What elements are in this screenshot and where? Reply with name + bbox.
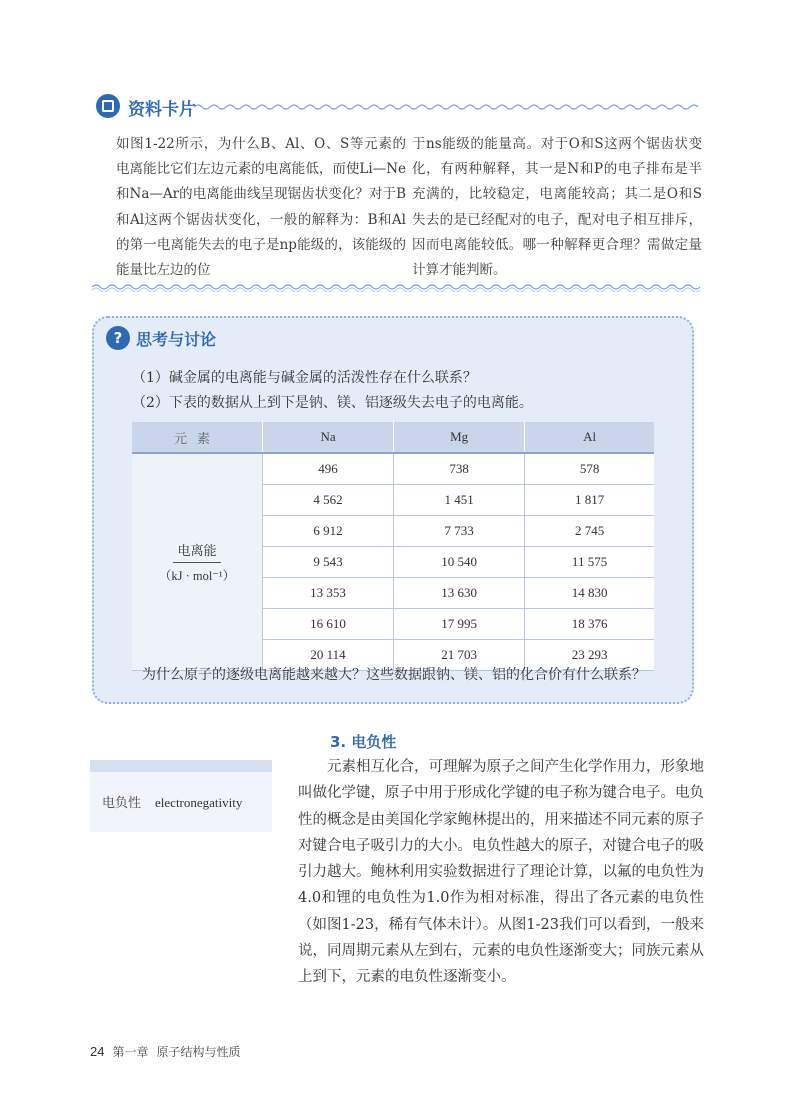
- table-cell: 21 703: [394, 640, 525, 671]
- page-footer: [90, 1043, 241, 1060]
- table-cell: 16 610: [263, 609, 394, 640]
- table-cell: 10 540: [394, 547, 525, 578]
- table-cell: 4 562: [263, 485, 394, 516]
- page-number: 24: [90, 1044, 105, 1059]
- book-icon: [96, 94, 120, 118]
- term-entry: [102, 792, 242, 811]
- table-cell: 578: [525, 453, 654, 485]
- table-cell: 17 995: [394, 609, 525, 640]
- section-title: 3. 电负性: [330, 733, 397, 751]
- question-icon: ?: [106, 326, 130, 350]
- table-header-mg: Mg: [394, 422, 525, 453]
- ionization-energy-table: [132, 422, 654, 671]
- term-chinese: 电负性: [102, 796, 142, 811]
- question-2: （2）下表的数据从上到下是钠、镁、铝逐级失去电子的电离能。: [132, 395, 533, 411]
- card-text-right: 于ns能级的能量高。对于O和S这两个锯齿状变化，有两种解释，其一是N和P的电子排布是半充满的，比较稳定，电离能较高；其二是O和S失去的是已经配对的电子，配对电子相互排斥，因而电离能较低。哪一种解释更合理？需做定量计算才能判断。: [412, 136, 702, 279]
- table-cell: 20 114: [263, 640, 394, 671]
- table-cell: 18 376: [525, 609, 654, 640]
- table-cell: 14 830: [525, 578, 654, 609]
- table-row: [132, 453, 654, 485]
- table-cell: 496: [263, 453, 394, 485]
- table-header-row: [132, 422, 654, 453]
- table-header-al: Al: [525, 422, 654, 453]
- wavy-divider: [194, 103, 702, 111]
- table-header-na: Na: [263, 422, 394, 453]
- row-label-cell: [132, 453, 263, 671]
- card-title: 资料卡片: [128, 100, 196, 120]
- question-1: （1）碱金属的电离能与碱金属的活泼性存在什么联系？: [132, 370, 477, 386]
- chapter-label: 第一章: [112, 1045, 149, 1059]
- table-cell: 7 733: [394, 516, 525, 547]
- table-cell: 2 745: [525, 516, 654, 547]
- discussion-footer-question: 为什么原子的逐级电离能越来越大？这些数据跟钠、镁、铝的化合价有什么联系？: [142, 667, 646, 683]
- table-cell: 13 630: [394, 578, 525, 609]
- sidebar-term-box: [90, 760, 272, 832]
- card-text-left: 如图1-22所示，为什么B、Al、O、S等元素的电离能比它们左边元素的电离能低，而使Li—Ne和Na—Ar的电离能曲线呈现锯齿状变化？对于B和Al这两个锯齿状变化，一般的解释为：B和Al的第一电离能失去的电子是np能级的，该能级的能量比左边的位: [116, 136, 406, 279]
- table-cell: 6 912: [263, 516, 394, 547]
- card-header: [96, 92, 702, 122]
- table-cell: 1 451: [394, 485, 525, 516]
- discussion-title: 思考与讨论: [136, 330, 217, 349]
- row-unit: （kJ · mol⁻¹）: [158, 569, 236, 583]
- chapter-title: 原子结构与性质: [156, 1045, 241, 1059]
- table-cell: 738: [394, 453, 525, 485]
- table-cell: 13 353: [263, 578, 394, 609]
- table-cell: 1 817: [525, 485, 654, 516]
- row-label: 电离能: [173, 540, 220, 563]
- table-cell: 11 575: [525, 547, 654, 578]
- table-cell: 23 293: [525, 640, 654, 671]
- discussion-box: [92, 316, 694, 704]
- term-english: electronegativity: [155, 795, 243, 810]
- section-body: 元素相互化合，可理解为原子之间产生化学作用力，形象地叫做化学键，原子中用于形成化学键的电子称为键合电子。电负性的概念是由美国化学家鲍林提出的，用来描述不同元素的原子对键合电子吸引力的大小。电负性越大的原子，对键合电子的吸引力越大。鲍林利用实验数据进行了理论计算，以氟的电负性为4.0和锂的电负性为1.0作为相对标准，得出了各元素的电负性（如图1-23，稀有气体未计）。从图1-23我们可以看到，一般来说，同周期元素从左到右，元素的电负性逐渐变大；同族元素从上到下，元素的电负性逐渐变小。: [298, 759, 704, 986]
- table-header-element: 元素: [132, 422, 263, 453]
- wavy-divider-bottom: [92, 282, 704, 292]
- table-cell: 9 543: [263, 547, 394, 578]
